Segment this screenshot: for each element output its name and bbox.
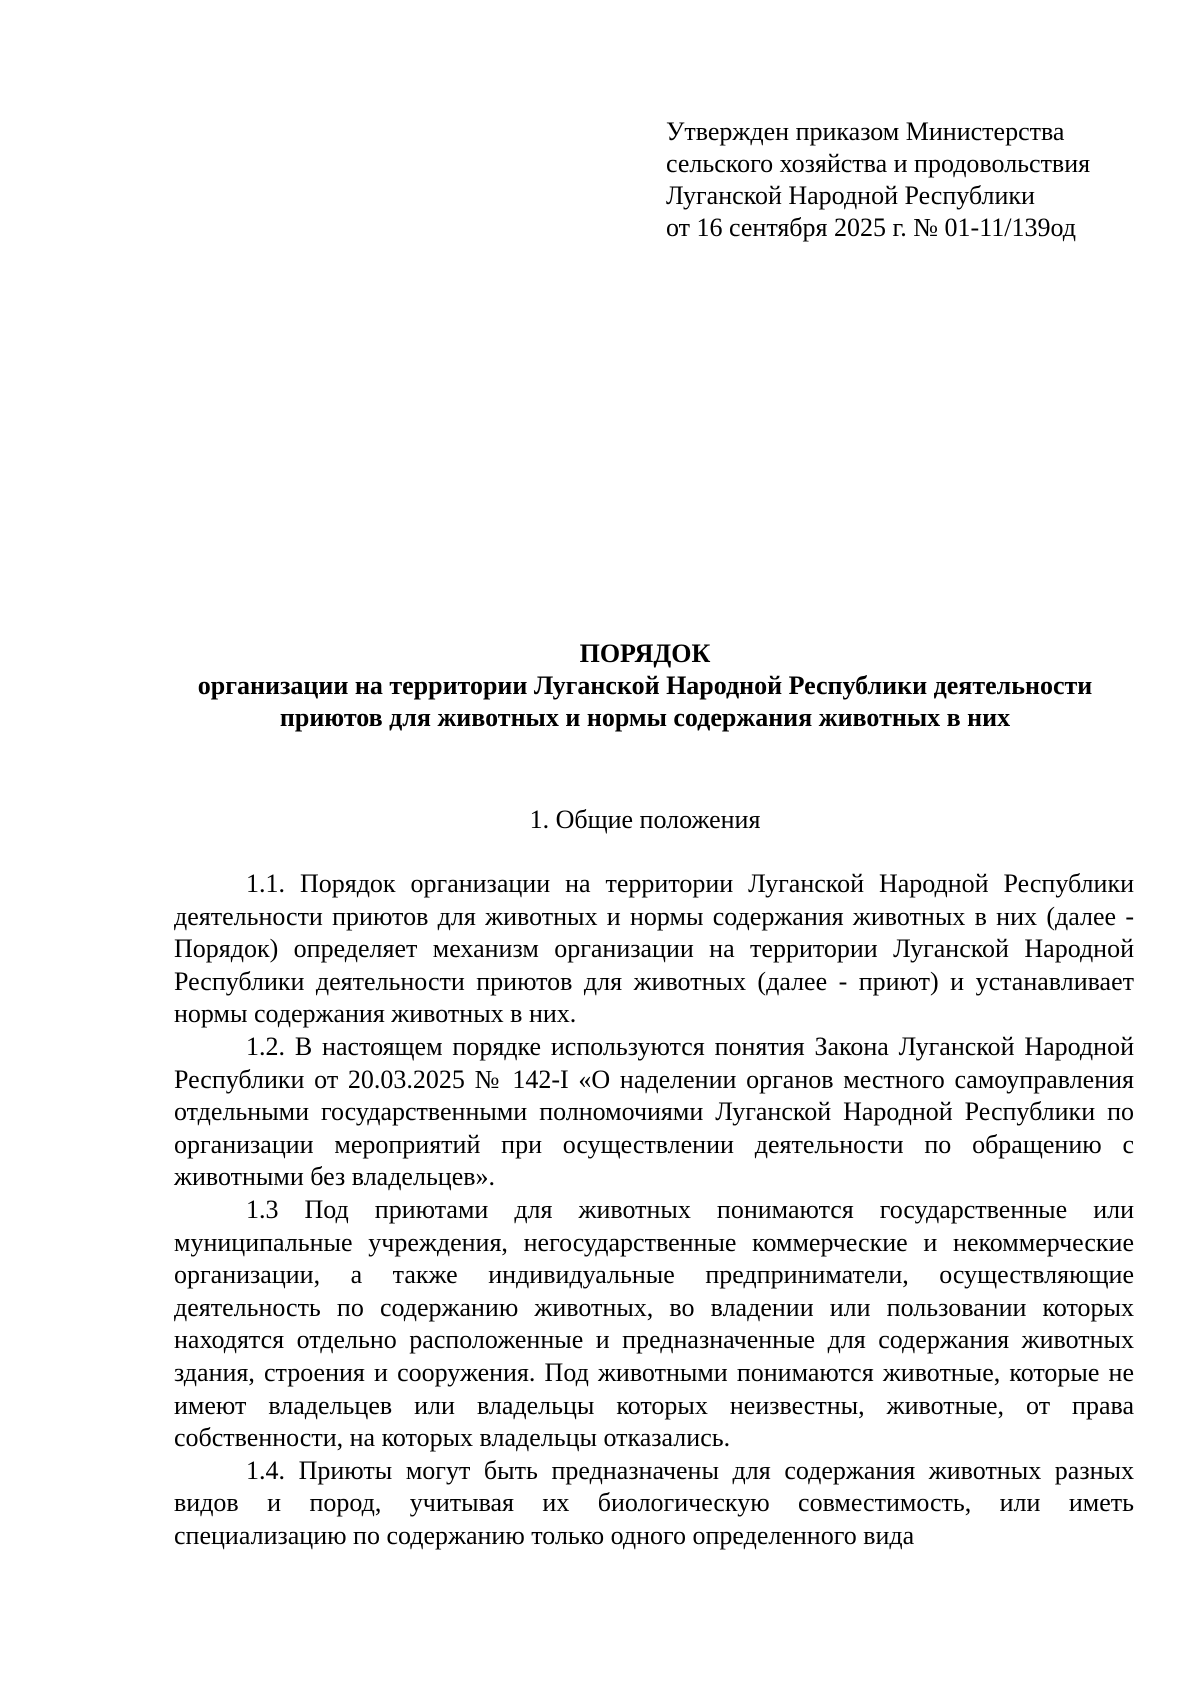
section-heading: 1. Общие положения	[529, 805, 761, 834]
approval-line-3: Луганской Народной Республики	[666, 181, 1035, 210]
approval-line-2: сельского хозяйства и продовольствия	[666, 149, 1091, 178]
document-title: ПОРЯДОК	[579, 639, 711, 668]
document-title-block	[160, 638, 1130, 734]
paragraph-1-1: 1.1. Порядок организации на территории Луганской Народной Республики деятельности приютов для животных и нормы содержания животных в них (далее - Порядок) определяет механизм организации на территории Луганской Народной Республики деятельности приютов для животных (далее - приют) и устанавливает нормы содержания животных в них.	[174, 869, 1134, 1029]
paragraph-1-3: 1.3 Под приютами для животных понимаются государственные или муниципальные учреждения, негосударственные коммерческие и некоммерческие организации, а также индивидуальные предприниматели, осуществляющие деятельность по содержанию животных, во владении или пользовании которых находятся отдельно расположенные и предназначенные для содержания животных здания, строения и сооружения. Под животными понимаются животные, которые не имеют владельцев или владельцы которых неизвестны, животные, от права собственности, на которых владельцы отказались.	[174, 1194, 1134, 1453]
approval-line-1: Утвержден приказом Министерства	[666, 117, 1065, 146]
approval-stamp-block	[666, 116, 1166, 244]
document-subtitle: организации на территории Луганской Народной Республики деятельности приютов для животных и нормы содержания животных в них	[197, 671, 1093, 732]
paragraph-1-2: 1.2. В настоящем порядке используются понятия Закона Луганской Народной Республики от 20.03.2025 № 142-I «О наделении органов местного самоуправления отдельными государственными полномочиями Луганской Народной Республики по организации мероприятий при осуществлении деятельности по обращению с животными без владельцев».	[174, 1031, 1134, 1192]
document-body	[174, 868, 1134, 1552]
approval-line-4: от 16 сентября 2025 г. № 01-11/139од	[666, 213, 1076, 242]
paragraph-1-4: 1.4. Приюты могут быть предназначены для содержания животных разных видов и пород, учитывая их биологическую совместимость, или иметь специализацию по содержанию только одного определенного вида	[174, 1455, 1134, 1550]
